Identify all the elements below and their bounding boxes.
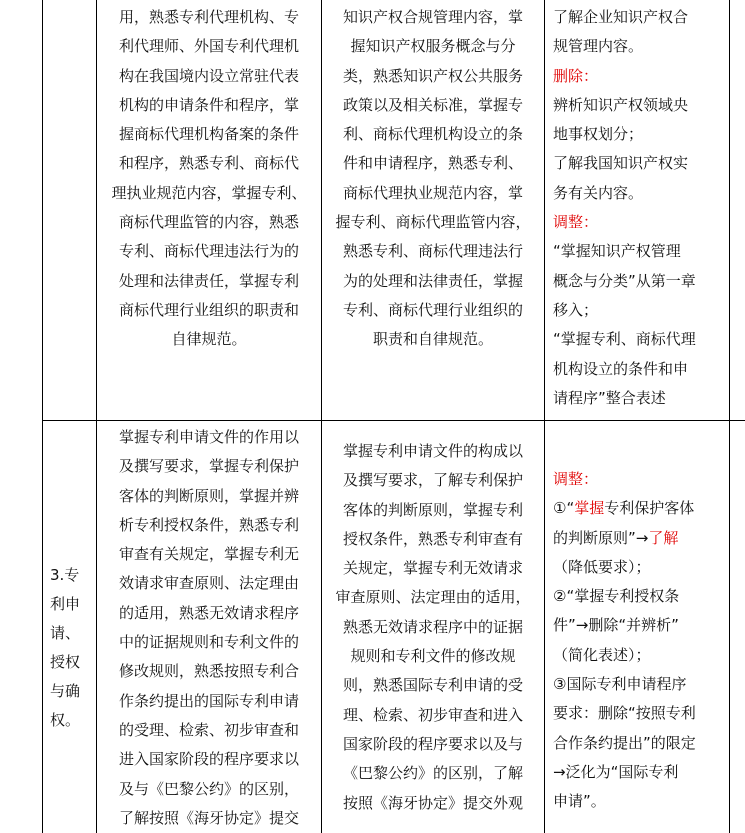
row2-change-notes [553,465,727,817]
note-heading-adjust: 调整： [553,213,599,232]
note-line: 了解我国知识产权实 [553,154,689,173]
text-line: 理、检索、初步审查和进入 [342,705,523,724]
text-line: 《巴黎公约》的区别，了解 [342,764,523,783]
text-line: 了解按照《海牙协定》提交 [118,808,299,827]
text-line: 构在我国境内设立常驻代表 [118,66,299,85]
row-divider [42,420,745,421]
note-text: ③国际专利申请程序 [553,675,687,694]
text-line: 利、商标代理机构设立的条 [342,125,523,144]
text-line: 熟悉专利、商标代理违法行 [342,242,523,261]
note-text: 件”→删除“并辨析” [553,616,679,635]
note-text: （降低要求）； [553,557,651,576]
row2-subject [50,561,92,735]
note-highlight: 掌握 [574,499,605,518]
text-line: 规则和专利文件的修改规 [350,647,516,666]
text-line: 类，熟悉知识产权公共服务 [342,66,523,85]
note-text: 专利保护客体 [604,499,695,518]
text-line: 修改规则，熟悉按照专利合 [118,662,299,681]
note-line: 辨析知识产权领域央 [553,95,689,114]
note-text: ②“掌握专利授权条 [553,587,680,606]
text-line: 处理和法律责任，掌握专利 [118,271,299,290]
note-line: “掌握专利、商标代理 [553,330,696,349]
note-heading-delete: 删除： [553,66,599,85]
column-divider-2 [321,0,322,833]
text-line: 关规定，掌握专利无效请求 [342,559,523,578]
text-line: 及撰写要求，了解专利保护 [342,471,523,490]
subject-line: 利申 [50,595,81,613]
text-line: 及撰写要求，掌握专利保护 [118,457,299,476]
text-line: 件和申请程序，熟悉专利、 [342,154,523,173]
text-line: 客体的判断原则，掌握并辨 [118,486,299,505]
note-line [553,494,727,523]
row1-revised-requirements [325,3,541,355]
note-line: “掌握知识产权管理 [553,242,681,261]
text-line: 则，熟悉国际专利申请的受 [342,676,523,695]
text-line: 商标代理执业规范内容，掌 [342,183,523,202]
text-line: 职责和自律规范。 [372,330,493,349]
note-text: →泛化为“国际专利 [553,762,679,781]
text-line: 的受理、检索、初步审查和 [118,720,299,739]
text-line: 握知识产权服务概念与分 [350,37,516,56]
note-line: 机构设立的条件和申 [553,359,689,378]
text-line: 掌握专利申请文件的作用以 [118,428,299,446]
note-line: 地事权划分； [553,125,644,144]
text-line: 授权条件，熟悉专利审查有 [342,529,523,548]
text-line: 析专利授权条件，熟悉专利 [118,515,299,534]
note-line: 移入； [553,300,599,319]
text-line: 掌握专利申请文件的构成以 [342,442,523,460]
column-divider-1 [96,0,97,833]
note-heading-adjust: 调整： [553,470,599,488]
text-line: 专利、商标代理违法行为的 [118,242,299,261]
note-line [553,787,727,816]
subject-line: 3.专 [50,566,80,584]
note-text: 申请”。 [553,792,606,811]
note-line [553,524,727,553]
text-line: 效请求审查原则、法定理由 [118,574,299,593]
text-line: 专利、商标代理行业组织的 [342,300,523,319]
text-line: 熟悉无效请求程序中的证据 [342,617,523,636]
note-line [553,553,727,582]
note-line [553,729,727,758]
text-line: 按照《海牙协定》提交外观 [342,793,523,812]
text-line: 握专利、商标代理监管内容， [335,213,531,232]
text-line: 审查原则、法定理由的适用， [335,588,531,607]
text-line: 为的处理和法律责任，掌握 [342,271,523,290]
text-line: 进入国家阶段的程序要求以 [118,750,299,769]
note-text: 合作条约提出”的限定 [553,733,696,752]
text-line: 利代理师、外国专利代理机 [118,37,299,56]
note-text: 的判断原则”→ [553,528,649,547]
text-line: 的适用，熟悉无效请求程序 [118,603,299,622]
note-line [553,611,727,640]
note-highlight: 了解 [648,528,679,547]
note-text: ①“ [553,499,575,518]
text-line: 审查有关规定，掌握专利无 [118,545,299,564]
table-border-right [729,0,730,833]
row1-current-requirements [100,3,318,355]
row1-change-notes [553,3,727,413]
note-line: 概念与分类”从第一章 [553,271,696,290]
text-line: 机构的申请条件和程序，掌 [118,95,299,114]
text-line: 中的证据规则和专利文件的 [118,633,299,652]
text-line: 及与《巴黎公约》的区别， [118,779,299,798]
subject-line: 权。 [50,711,81,729]
text-line: 知识产权合规管理内容，掌 [342,8,523,26]
text-line: 和程序，熟悉专利、商标代 [118,154,299,173]
note-line [553,582,727,611]
text-line: 作条约提出的国际专利申请 [118,691,299,710]
note-line: 了解企业知识产权合 [553,8,689,26]
note-line [553,699,727,728]
note-line: 请程序”整合表述 [553,388,666,407]
table-border-left [42,0,43,833]
text-line: 理执业规范内容，掌握专利、 [111,183,307,202]
subject-line: 授权 [50,653,81,671]
note-line [553,670,727,699]
note-line [553,758,727,787]
note-line: 务有关内容。 [553,183,644,202]
note-text: 要求：删除“按照专利 [553,704,696,723]
text-line: 自律规范。 [171,330,247,349]
text-line: 用，熟悉专利代理机构、专 [118,8,299,26]
text-line: 国家阶段的程序要求以及与 [342,734,523,753]
text-line: 商标代理行业组织的职责和 [118,300,299,319]
subject-line: 与确 [50,682,81,700]
note-line: 规管理内容。 [553,37,644,56]
subject-line: 请、 [50,624,81,642]
row2-revised-requirements [325,437,541,818]
note-line [553,641,727,670]
text-line: 商标代理监管的内容，熟悉 [118,213,299,232]
text-line: 客体的判断原则，掌握专利 [342,500,523,519]
note-text: （简化表述）； [553,645,651,664]
text-line: 政策以及相关标准，掌握专 [342,95,523,114]
text-line: 握商标代理机构备案的条件 [118,125,299,144]
column-divider-3 [544,0,545,833]
row2-current-requirements [100,423,318,833]
note-line [553,465,727,494]
